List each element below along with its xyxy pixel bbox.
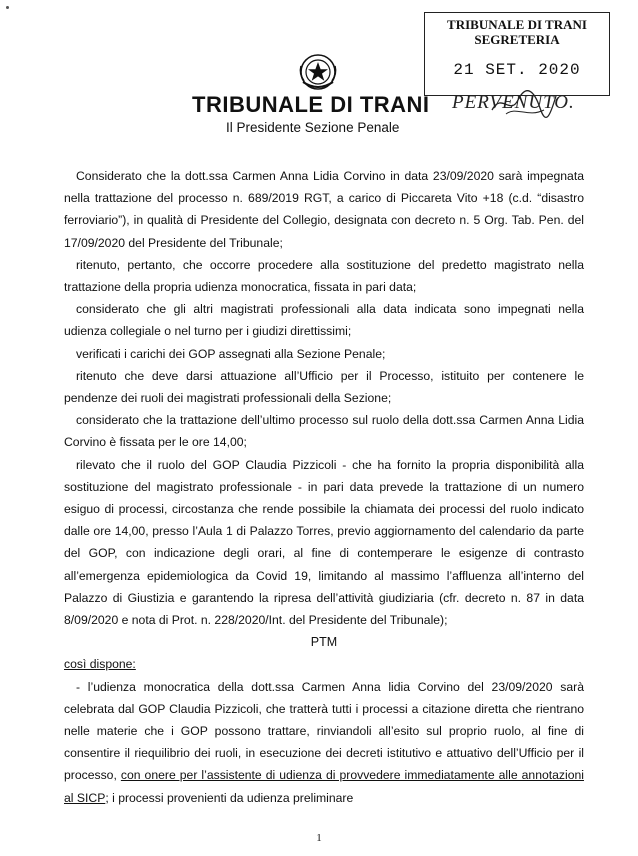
disposition-text: - l’udienza monocratica della dott.ssa Carmen Anna lidia Corvino del 23/09/2020 sarà celebrata dal GOP Claudia Pizzicoli, che tratterà tutti i processi a citazione diretta che rientrano nelle materie che i GOP possono trattare, rinviandoli all’esito sul proprio ruolo, al fine di consentire il riequilibrio dei ruoli, in esecuzione dei decreti istitutivo e attuativo dell’Ufficio per il processo, — [64, 679, 584, 783]
reception-stamp — [424, 12, 610, 96]
scan-speck — [6, 6, 9, 9]
cosi-dispone-heading: così dispone: — [64, 657, 136, 672]
paragraph-considerato-orario: considerato che la trattazione dell’ultimo processo sul ruolo della dott.ssa Carmen Anna Lidia Corvino è fissata per le ore 14,00; — [64, 413, 584, 450]
stamp-office: TRIBUNALE DI TRANI — [447, 17, 587, 32]
stamp-department: SEGRETERIA — [474, 32, 560, 47]
page-number: 1 — [316, 832, 322, 844]
handwritten-signature — [488, 86, 558, 122]
paragraph-considerato: Considerato che la dott.ssa Carmen Anna Lidia Corvino in data 23/09/2020 sarà impegnata nella trattazione del processo n. 689/2019 RGT, a carico di Piccareta Vito +18 (c.d. “disastro ferroviario”), in qualità di Presidente del Collegio, designata con decreto n. 5 Org. Tab. Pen. del 17/09/2020 del Presidente del Tribunale; — [64, 169, 584, 250]
paragraph-rilevato: rilevato che il ruolo del GOP Claudia Pizzicoli - che ha fornito la propria disponibilità alla sostituzione del magistrato professionale - in pari data prevede la trattazione di un numero esiguo di processi, circostanza che rende possibile la chiamata dei processi del ruolo indicato dalle ore 14,00, presso l’Aula 1 di Palazzo Torres, previo aggiornamento del calendario da parte del GOP, con indicazione degli orari, al fine di contemperare le esigenze di contrasto all’emergenza epidemiologica da Covid 19, limitando al massimo l’affluenza all’interno del Palazzo di Giustizia e garantendo la ripresa dell’attività giudiziaria (cfr. decreto n. 87 in data 8/09/2020 e nota di Prot. n. 228/2020/Int. del Presidente del Tribunale); — [64, 457, 584, 628]
stamp-date: 21 SET. 2020 — [453, 61, 581, 79]
court-title: TRIBUNALE DI TRANI — [192, 92, 430, 117]
disposition-text-tail: ; i processi provenienti da udienza preliminare — [105, 790, 354, 805]
stamp-received-label: PERVENUTO. — [452, 92, 575, 113]
paragraph-considerato-magistrati: considerato che gli altri magistrati professionali alla data indicata sono impegnati nella udienza collegiale o nel turno per i giudizi direttissimi; — [64, 302, 584, 339]
ptm-heading: PTM — [310, 635, 338, 650]
paragraph-verificati: verificati i carichi dei GOP assegnati alla Sezione Penale; — [76, 346, 386, 361]
disposition-underlined-text: con onere per l’assistente di udienza di provvedere immediatamente alle annotazioni al SICP — [64, 768, 584, 805]
paragraph-ritenuto-ufficio: ritenuto che deve darsi attuazione all’Ufficio per il Processo, istituito per contenere le pendenze dei ruoli dei magistrati professionali della Sezione; — [64, 368, 584, 406]
court-subtitle: Il Presidente Sezione Penale — [226, 120, 400, 135]
paragraph-ritenuto-sostituzione: ritenuto, pertanto, che occorre procedere alla sostituzione del predetto magistrato nella trattazione della propria udienza monocratica, fissata in pari data; — [64, 257, 584, 295]
paragraph-disposizione — [64, 676, 584, 809]
republic-emblem-icon — [298, 52, 338, 92]
document-body — [64, 165, 584, 809]
